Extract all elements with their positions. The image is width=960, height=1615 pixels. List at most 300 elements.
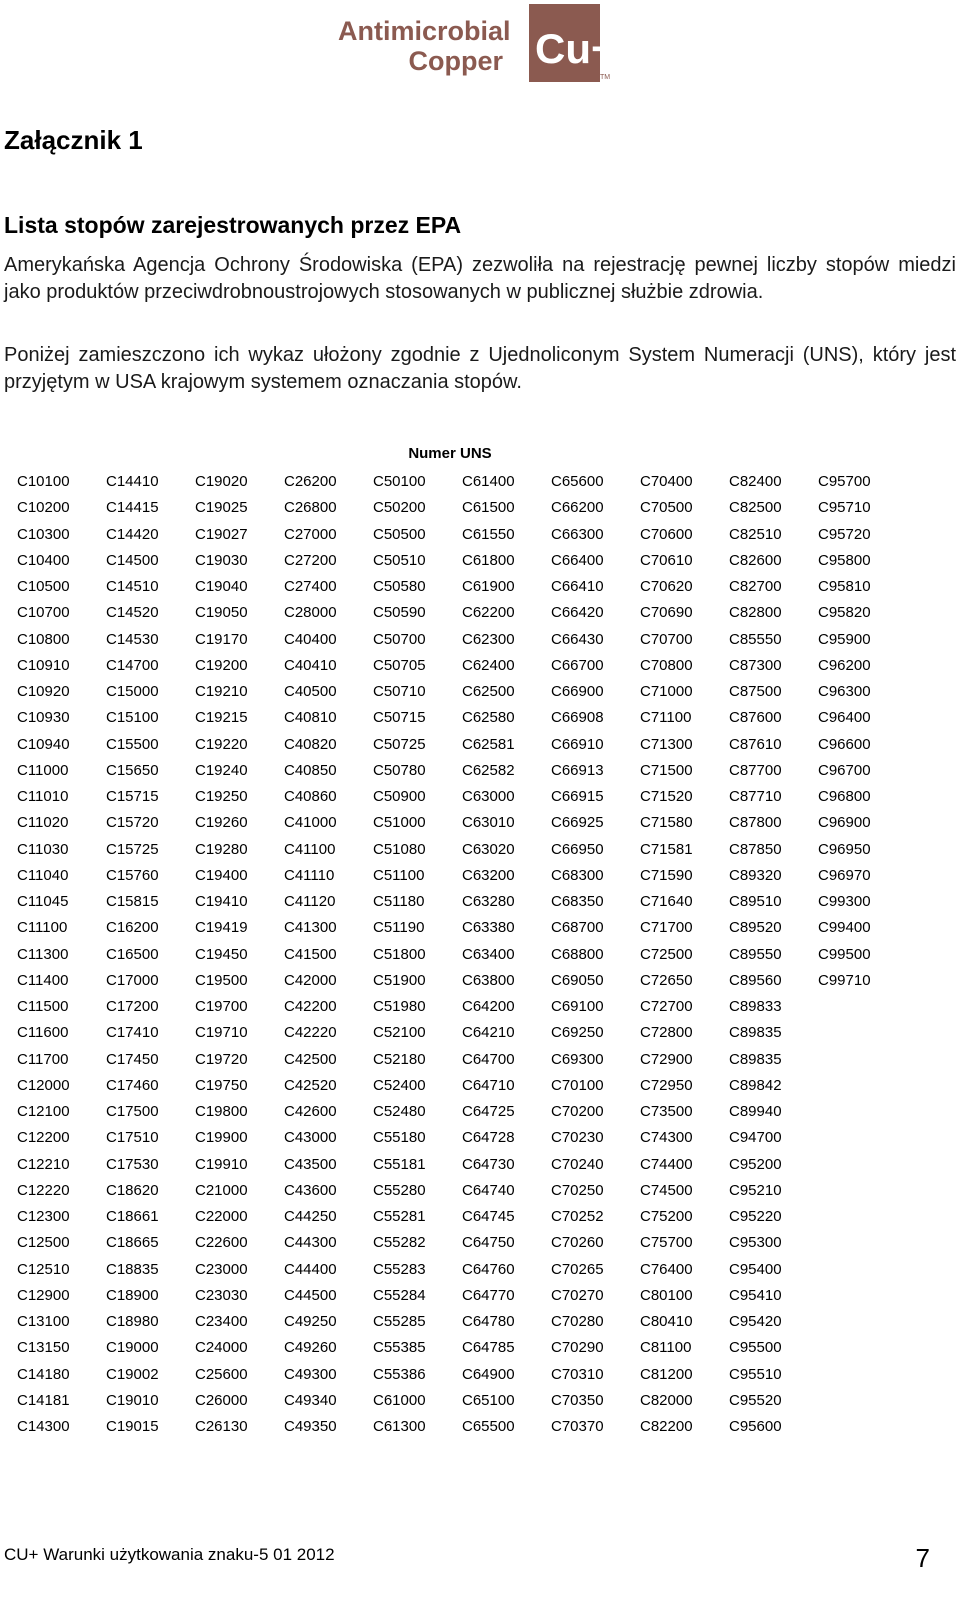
uns-code-cell: C66925: [551, 814, 604, 832]
uns-code-cell: C82800: [729, 604, 782, 622]
uns-code-cell: C15500: [106, 735, 159, 753]
uns-code-cell: C55284: [373, 1286, 426, 1304]
uns-code-cell: C64710: [462, 1076, 515, 1094]
uns-code-cell: C42520: [284, 1076, 337, 1094]
uns-code-cell: C87500: [729, 683, 782, 700]
uns-code-cell: C70200: [551, 1103, 604, 1120]
uns-code-cell: C19260: [195, 814, 248, 832]
uns-code-cell: C10500: [17, 578, 70, 595]
uns-code-cell: C70230: [551, 1129, 604, 1147]
uns-code-cell: C63200: [462, 866, 515, 884]
uns-code-cell: C11030: [17, 840, 69, 858]
uns-code-cell: C87610: [729, 735, 782, 753]
uns-code-cell: C61000: [373, 1391, 426, 1409]
uns-code-cell: C68300: [551, 866, 604, 884]
uns-code-cell: C68800: [551, 945, 604, 963]
uns-code-cell: C66410: [551, 578, 604, 595]
table-row: [17, 603, 917, 629]
uns-code-cell: C18835: [106, 1260, 159, 1278]
uns-code-cell: C71590: [640, 866, 693, 884]
uns-code-cell: C19220: [195, 735, 248, 753]
uns-code-cell: C87600: [729, 709, 782, 727]
uns-code-cell: C95500: [729, 1339, 782, 1357]
uns-code-cell: C55180: [373, 1129, 426, 1147]
uns-code-cell: C62300: [462, 630, 515, 648]
uns-code-cell: C49260: [284, 1339, 337, 1357]
uns-table: [17, 472, 917, 1443]
uns-code-cell: C64745: [462, 1208, 515, 1225]
uns-code-cell: C27400: [284, 578, 337, 595]
uns-code-cell: C23000: [195, 1260, 248, 1278]
uns-code-cell: C10940: [17, 735, 70, 753]
uns-code-cell: C62580: [462, 709, 515, 727]
uns-code-cell: [818, 1207, 907, 1233]
uns-code-cell: C74400: [640, 1155, 693, 1173]
uns-code-cell: C49340: [284, 1391, 337, 1409]
uns-code-cell: C11040: [17, 866, 69, 884]
table-row: [17, 1391, 917, 1417]
uns-code-cell: C19040: [195, 578, 248, 595]
uns-code-cell: [818, 1391, 907, 1417]
uns-code-cell: C96700: [818, 761, 871, 779]
uns-code-cell: C81100: [640, 1339, 692, 1357]
table-row: [17, 1102, 917, 1128]
table-row: [17, 1050, 917, 1076]
uns-code-cell: C19250: [195, 788, 248, 805]
table-row: [17, 1260, 917, 1286]
uns-code-cell: C50100: [373, 473, 426, 490]
uns-code-cell: C72950: [640, 1076, 693, 1094]
uns-code-cell: C28000: [284, 604, 337, 622]
uns-code-cell: C96970: [818, 866, 871, 884]
uns-code-cell: C70290: [551, 1339, 604, 1357]
uns-code-cell: [818, 1260, 907, 1286]
uns-code-cell: C65500: [462, 1418, 515, 1435]
uns-code-cell: C17450: [106, 1050, 159, 1068]
uns-code-cell: C14410: [106, 473, 159, 490]
uns-code-cell: C51100: [373, 866, 425, 884]
logo-line-2: Copper: [408, 46, 503, 76]
uns-code-cell: C10930: [17, 709, 70, 727]
uns-code-cell: C66915: [551, 788, 604, 805]
uns-code-cell: C15725: [106, 840, 159, 858]
table-row: [17, 1207, 917, 1233]
uns-code-cell: C50725: [373, 735, 426, 753]
uns-code-cell: C70240: [551, 1155, 604, 1173]
uns-code-cell: C19002: [106, 1365, 159, 1383]
uns-code-cell: C50705: [373, 656, 426, 674]
uns-code-cell: C14180: [17, 1365, 70, 1383]
uns-code-cell: C26000: [195, 1391, 248, 1409]
footer-text: CU+ Warunki użytkowania znaku-5 01 2012: [4, 1545, 335, 1564]
uns-code-cell: C21000: [195, 1181, 248, 1199]
uns-code-cell: C64760: [462, 1260, 515, 1278]
uns-code-cell: C70620: [640, 578, 693, 595]
uns-code-cell: C95400: [729, 1260, 782, 1278]
uns-code-cell: C99710: [818, 971, 871, 989]
table-row: [17, 1365, 917, 1391]
uns-code-cell: C51190: [373, 919, 425, 937]
uns-code-cell: C66908: [551, 709, 604, 727]
uns-code-cell: C12500: [17, 1234, 70, 1252]
uns-code-cell: C69250: [551, 1024, 604, 1042]
table-row: [17, 945, 917, 971]
uns-code-cell: C71300: [640, 735, 693, 753]
uns-code-cell: C89560: [729, 971, 782, 989]
uns-code-cell: C70260: [551, 1234, 604, 1252]
table-row: [17, 1155, 917, 1181]
logo-line-1: Antimicrobial: [338, 16, 511, 46]
uns-code-cell: [818, 1312, 907, 1338]
uns-code-cell: C41500: [284, 945, 337, 963]
uns-code-cell: C19700: [195, 998, 248, 1015]
uns-code-cell: [818, 1128, 907, 1154]
uns-code-cell: C15815: [106, 893, 159, 910]
uns-code-cell: C63000: [462, 788, 515, 805]
uns-code-cell: C95210: [729, 1181, 782, 1199]
uns-code-cell: C82500: [729, 499, 782, 517]
uns-code-cell: C18980: [106, 1313, 159, 1330]
uns-code-cell: C19025: [195, 499, 248, 517]
uns-code-cell: C89320: [729, 866, 782, 884]
uns-code-cell: C62400: [462, 656, 515, 674]
uns-code-cell: C66910: [551, 735, 604, 753]
uns-code-cell: C10700: [17, 604, 70, 622]
table-row: [17, 866, 917, 892]
uns-code-cell: C99300: [818, 893, 871, 910]
uns-code-cell: C95520: [729, 1391, 782, 1409]
uns-code-cell: C40500: [284, 683, 337, 700]
uns-code-cell: C43500: [284, 1155, 337, 1173]
uns-code-cell: C55385: [373, 1339, 426, 1357]
uns-code-cell: C89835: [729, 1050, 782, 1068]
uns-code-cell: C15715: [106, 788, 159, 805]
uns-code-cell: C50590: [373, 604, 426, 622]
uns-code-cell: C10800: [17, 630, 70, 648]
uns-code-cell: C51000: [373, 814, 426, 832]
table-row: [17, 1312, 917, 1338]
uns-code-cell: C51180: [373, 893, 425, 910]
uns-code-cell: C40850: [284, 761, 337, 779]
logo-wordmark: [338, 16, 511, 76]
uns-code-cell: [818, 1233, 907, 1259]
uns-code-cell: C62500: [462, 683, 515, 700]
uns-code-cell: C62581: [462, 735, 515, 753]
uns-code-cell: C51900: [373, 971, 426, 989]
uns-code-cell: C41000: [284, 814, 337, 832]
uns-code-cell: C96300: [818, 683, 871, 700]
logo-mark-text: Cu+: [535, 25, 616, 72]
uns-code-cell: C71520: [640, 788, 693, 805]
uns-code-cell: C10300: [17, 525, 70, 543]
uns-code-cell: C17460: [106, 1076, 159, 1094]
uns-code-cell: C95710: [818, 499, 871, 517]
table-row: [17, 1128, 917, 1154]
table-row: [17, 892, 917, 918]
uns-code-cell: C19210: [195, 683, 248, 700]
uns-code-cell: C55283: [373, 1260, 426, 1278]
table-row: [17, 1023, 917, 1049]
uns-code-cell: C49300: [284, 1365, 337, 1383]
uns-code-cell: C66430: [551, 630, 604, 648]
uns-code-cell: C89842: [729, 1076, 782, 1094]
uns-code-cell: C10910: [17, 656, 70, 674]
uns-code-cell: C49250: [284, 1313, 337, 1330]
table-row: [17, 971, 917, 997]
uns-code-cell: C19450: [195, 945, 248, 963]
uns-code-cell: C40860: [284, 788, 337, 805]
uns-code-cell: C44300: [284, 1234, 337, 1252]
uns-code-cell: C69050: [551, 971, 604, 989]
uns-code-cell: C61300: [373, 1418, 426, 1435]
uns-code-cell: C19800: [195, 1103, 248, 1120]
uns-code-cell: C19240: [195, 761, 248, 779]
uns-code-cell: C51800: [373, 945, 426, 963]
table-row: [17, 761, 917, 787]
uns-code-cell: C66300: [551, 525, 604, 543]
uns-code-cell: C66700: [551, 656, 604, 674]
uns-code-cell: C18665: [106, 1234, 159, 1252]
uns-code-cell: C10100: [17, 473, 70, 490]
uns-code-cell: C11045: [17, 893, 69, 910]
uns-code-cell: C70280: [551, 1313, 604, 1330]
uns-code-cell: C64725: [462, 1103, 515, 1120]
uns-code-cell: C50780: [373, 761, 426, 779]
uns-code-cell: C43000: [284, 1129, 337, 1147]
uns-code-cell: C62200: [462, 604, 515, 622]
uns-code-cell: C19720: [195, 1050, 248, 1068]
uns-code-cell: C19400: [195, 866, 248, 884]
uns-code-cell: C51080: [373, 840, 426, 858]
uns-code-cell: C66200: [551, 499, 604, 517]
uns-code-cell: C26130: [195, 1418, 248, 1435]
table-row: [17, 708, 917, 734]
uns-code-cell: C11100: [17, 919, 68, 937]
uns-code-cell: C55282: [373, 1234, 426, 1252]
uns-code-cell: C19000: [106, 1339, 159, 1357]
uns-code-cell: C17000: [106, 971, 159, 989]
uns-code-cell: C72900: [640, 1050, 693, 1068]
table-row: [17, 997, 917, 1023]
uns-code-cell: C40810: [284, 709, 337, 727]
table-row: [17, 735, 917, 761]
table-row: [17, 1338, 917, 1364]
uns-code-cell: C61900: [462, 578, 515, 595]
uns-code-cell: C23400: [195, 1313, 248, 1330]
uns-code-cell: C82400: [729, 473, 782, 490]
uns-code-cell: C63010: [462, 814, 515, 832]
uns-code-cell: [818, 1365, 907, 1391]
uns-code-cell: C17500: [106, 1103, 159, 1120]
uns-code-cell: C85550: [729, 630, 782, 648]
uns-code-cell: C73500: [640, 1103, 693, 1120]
intro-paragraph: Amerykańska Agencja Ochrony Środowiska (EPA) zezwoliła na rejestrację pewnej liczby stopów miedzi jako produktów przeciwdrobnoustrojowych stosowanych w publicznej służbie zdrowia.: [4, 254, 956, 303]
uns-code-cell: C64700: [462, 1050, 515, 1068]
uns-code-cell: C70350: [551, 1391, 604, 1409]
uns-code-cell: C19030: [195, 551, 248, 569]
uns-code-cell: C19280: [195, 840, 248, 858]
uns-code-cell: C87300: [729, 656, 782, 674]
uns-code-cell: C74500: [640, 1181, 693, 1199]
table-row: [17, 840, 917, 866]
uns-code-cell: C55386: [373, 1365, 426, 1383]
uns-code-cell: C70100: [551, 1076, 604, 1094]
uns-code-cell: [818, 1076, 907, 1102]
uns-code-cell: C50700: [373, 630, 426, 648]
uns-code-cell: C13150: [17, 1339, 70, 1357]
uns-code-cell: C96950: [818, 840, 871, 858]
uns-code-cell: C15760: [106, 866, 159, 884]
uns-code-cell: C70370: [551, 1418, 604, 1435]
uns-code-cell: C95200: [729, 1155, 782, 1173]
table-row: [17, 813, 917, 839]
uns-code-cell: C70400: [640, 473, 693, 490]
uns-code-cell: C16500: [106, 945, 159, 963]
uns-code-cell: C52400: [373, 1076, 426, 1094]
uns-code-cell: C76400: [640, 1260, 693, 1278]
uns-code-cell: C89940: [729, 1103, 782, 1120]
uns-code-cell: C11700: [17, 1050, 69, 1068]
uns-code-cell: C68350: [551, 893, 604, 910]
uns-code-cell: C65100: [462, 1391, 515, 1409]
table-row: [17, 682, 917, 708]
uns-code-cell: C50510: [373, 551, 426, 569]
uns-code-cell: C44250: [284, 1208, 337, 1225]
uns-code-cell: C63400: [462, 945, 515, 963]
uns-code-cell: C11600: [17, 1024, 69, 1042]
uns-code-cell: C22000: [195, 1208, 248, 1225]
uns-code-cell: C55280: [373, 1181, 426, 1199]
uns-code-cell: C14420: [106, 525, 159, 543]
uns-code-cell: C15000: [106, 683, 159, 700]
uns-code-cell: C14700: [106, 656, 159, 674]
uns-code-cell: C25600: [195, 1365, 248, 1383]
uns-code-cell: C70700: [640, 630, 693, 648]
uns-code-cell: C66900: [551, 683, 604, 700]
uns-code-cell: C44500: [284, 1286, 337, 1304]
table-row: [17, 1181, 917, 1207]
uns-code-cell: C63280: [462, 893, 515, 910]
uns-code-cell: C27000: [284, 525, 337, 543]
uns-code-cell: C70500: [640, 499, 693, 517]
table-row: [17, 1076, 917, 1102]
uns-code-cell: C89520: [729, 919, 782, 937]
uns-code-cell: C52180: [373, 1050, 426, 1068]
antimicrobial-copper-logo: [338, 4, 618, 84]
uns-table-title: Numer UNS: [408, 445, 492, 462]
uns-code-cell: C16200: [106, 919, 159, 937]
uns-code-cell: C50500: [373, 525, 426, 543]
uns-code-cell: C11400: [17, 971, 69, 989]
uns-code-cell: C15650: [106, 761, 159, 779]
uns-code-cell: C72650: [640, 971, 693, 989]
uns-code-cell: C19020: [195, 473, 248, 490]
uns-code-cell: C74300: [640, 1129, 693, 1147]
uns-code-cell: C17530: [106, 1155, 159, 1173]
uns-code-cell: C71000: [640, 683, 693, 700]
uns-code-cell: [818, 1338, 907, 1364]
uns-code-cell: C19710: [195, 1024, 248, 1042]
uns-code-cell: C64780: [462, 1313, 515, 1330]
uns-code-cell: C95720: [818, 525, 871, 543]
table-row: [17, 787, 917, 813]
uns-code-cell: C89550: [729, 945, 782, 963]
uns-code-cell: C22600: [195, 1234, 248, 1252]
uns-code-cell: C89833: [729, 998, 782, 1015]
uns-code-cell: C11000: [17, 761, 69, 779]
uns-code-cell: C71500: [640, 761, 693, 779]
uns-code-cell: C17510: [106, 1129, 159, 1147]
uns-code-cell: C75200: [640, 1208, 693, 1225]
table-row: [17, 551, 917, 577]
uns-code-cell: C75700: [640, 1234, 693, 1252]
uns-code-cell: C82700: [729, 578, 782, 595]
page-number: 7: [915, 1543, 930, 1573]
uns-code-cell: C71100: [640, 709, 692, 727]
uns-code-cell: C82510: [729, 525, 782, 543]
uns-code-cell: [818, 1102, 907, 1128]
uns-code-cell: C64740: [462, 1181, 515, 1199]
uns-code-cell: C95300: [729, 1234, 782, 1252]
uns-code-cell: C14530: [106, 630, 159, 648]
uns-code-cell: C63380: [462, 919, 515, 937]
uns-code-cell: C49350: [284, 1418, 337, 1435]
uns-code-cell: C99400: [818, 919, 871, 937]
uns-code-cell: C18661: [106, 1208, 159, 1225]
uns-code-cell: C61800: [462, 551, 515, 569]
uns-code-cell: C19200: [195, 656, 248, 674]
uns-code-cell: C64728: [462, 1129, 515, 1147]
uns-code-cell: C41120: [284, 893, 336, 910]
uns-code-cell: C42500: [284, 1050, 337, 1068]
uns-code-cell: C66950: [551, 840, 604, 858]
uns-code-cell: C95220: [729, 1208, 782, 1225]
uns-code-cell: C63800: [462, 971, 515, 989]
uns-code-cell: C50900: [373, 788, 426, 805]
uns-code-cell: C71640: [640, 893, 693, 910]
trademark-sign: TM: [600, 74, 611, 81]
uns-code-cell: C24000: [195, 1339, 248, 1357]
uns-code-cell: C66400: [551, 551, 604, 569]
uns-code-cell: C96400: [818, 709, 871, 727]
uns-code-cell: [818, 1181, 907, 1207]
uns-code-cell: C64200: [462, 998, 515, 1015]
uns-code-cell: C99500: [818, 945, 871, 963]
uns-code-cell: C55281: [373, 1208, 426, 1225]
uns-code-cell: C95600: [729, 1418, 782, 1435]
uns-code-cell: C11020: [17, 814, 69, 832]
uns-code-cell: C70250: [551, 1181, 604, 1199]
uns-code-cell: C11500: [17, 998, 69, 1015]
uns-code-cell: C12510: [17, 1260, 70, 1278]
uns-code-cell: C52100: [373, 1024, 426, 1042]
uns-code-cell: C64785: [462, 1339, 515, 1357]
uns-code-cell: C70610: [640, 551, 693, 569]
uns-code-cell: C40820: [284, 735, 337, 753]
uns-code-cell: C70690: [640, 604, 693, 622]
table-row: [17, 577, 917, 603]
uns-code-cell: C12100: [17, 1103, 70, 1120]
uns-code-cell: C95820: [818, 604, 871, 622]
uns-code-cell: C12000: [17, 1076, 70, 1094]
page-heading: Załącznik 1: [4, 125, 143, 155]
uns-code-cell: C80100: [640, 1286, 693, 1304]
uns-code-cell: C12900: [17, 1286, 70, 1304]
table-row: [17, 1233, 917, 1259]
uns-code-cell: [818, 1417, 907, 1443]
table-row: [17, 498, 917, 524]
uns-code-cell: C12200: [17, 1129, 70, 1147]
